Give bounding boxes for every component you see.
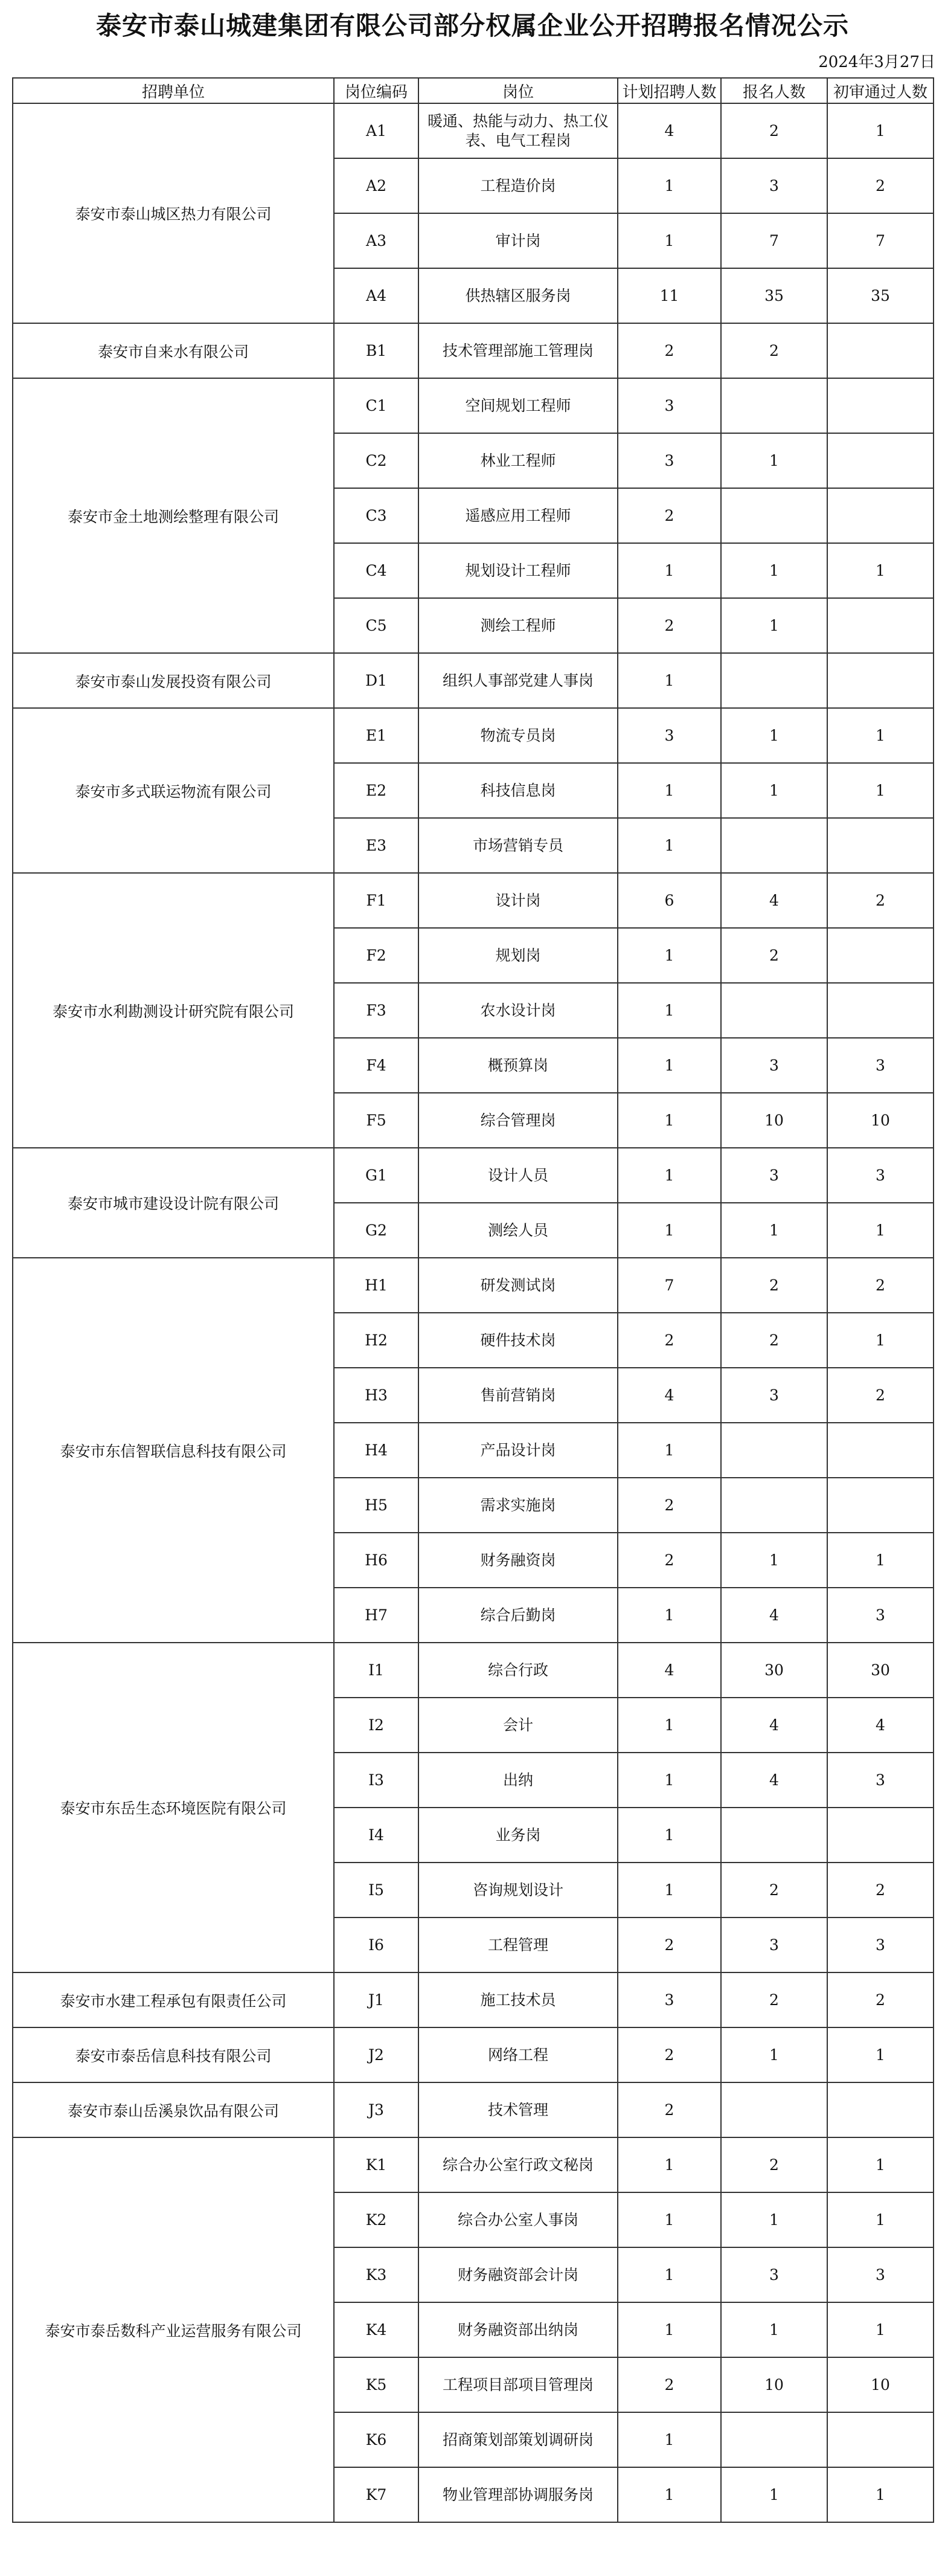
applied-cell: 2 xyxy=(721,2137,827,2192)
post-cell: 咨询规划设计 xyxy=(418,1863,618,1918)
code-cell: E2 xyxy=(334,763,418,818)
code-cell: A2 xyxy=(334,158,418,213)
passed-cell: 10 xyxy=(827,2357,934,2412)
plan-cell: 7 xyxy=(618,1258,721,1313)
post-cell: 硬件技术岗 xyxy=(418,1313,618,1368)
applied-cell: 4 xyxy=(721,1588,827,1643)
code-cell: C4 xyxy=(334,543,418,598)
code-cell: I5 xyxy=(334,1863,418,1918)
applied-cell: 3 xyxy=(721,158,827,213)
plan-cell: 1 xyxy=(618,1093,721,1148)
post-cell: 研发测试岗 xyxy=(418,1258,618,1313)
applied-cell: 1 xyxy=(721,1203,827,1258)
passed-cell: 1 xyxy=(827,763,934,818)
code-cell: K6 xyxy=(334,2412,418,2467)
plan-cell: 1 xyxy=(618,2192,721,2247)
table-row xyxy=(13,103,934,158)
header-unit: 招聘单位 xyxy=(13,78,334,103)
post-cell: 产品设计岗 xyxy=(418,1423,618,1478)
header-plan: 计划招聘人数 xyxy=(618,78,721,103)
plan-cell: 2 xyxy=(618,2082,721,2137)
passed-cell: 2 xyxy=(827,1972,934,2027)
passed-cell: 3 xyxy=(827,1588,934,1643)
applied-cell xyxy=(721,653,827,708)
code-cell: K7 xyxy=(334,2467,418,2522)
code-cell: G2 xyxy=(334,1203,418,1258)
unit-cell: 泰安市泰岳信息科技有限公司 xyxy=(13,2027,334,2082)
plan-cell: 1 xyxy=(618,1753,721,1808)
passed-cell: 1 xyxy=(827,543,934,598)
applied-cell: 3 xyxy=(721,1038,827,1093)
unit-cell: 泰安市水建工程承包有限责任公司 xyxy=(13,1972,334,2027)
plan-cell: 1 xyxy=(618,2247,721,2302)
code-cell: H2 xyxy=(334,1313,418,1368)
applied-cell: 35 xyxy=(721,268,827,323)
applied-cell: 3 xyxy=(721,1368,827,1423)
plan-cell: 11 xyxy=(618,268,721,323)
plan-cell: 2 xyxy=(618,598,721,653)
applied-cell: 1 xyxy=(721,2192,827,2247)
post-cell: 综合办公室人事岗 xyxy=(418,2192,618,2247)
unit-cell: 泰安市泰山发展投资有限公司 xyxy=(13,653,334,708)
unit-cell: 泰安市泰山岳溪泉饮品有限公司 xyxy=(13,2082,334,2137)
code-cell: G1 xyxy=(334,1148,418,1203)
table-row xyxy=(13,708,934,763)
plan-cell: 1 xyxy=(618,763,721,818)
plan-cell: 1 xyxy=(618,1698,721,1753)
plan-cell: 1 xyxy=(618,818,721,873)
table-row xyxy=(13,1972,934,2027)
plan-cell: 6 xyxy=(618,873,721,928)
passed-cell: 3 xyxy=(827,1148,934,1203)
passed-cell: 1 xyxy=(827,1203,934,1258)
code-cell: K3 xyxy=(334,2247,418,2302)
passed-cell: 1 xyxy=(827,103,934,158)
post-cell: 工程管理 xyxy=(418,1918,618,1972)
header-post: 岗位 xyxy=(418,78,618,103)
code-cell: H3 xyxy=(334,1368,418,1423)
plan-cell: 1 xyxy=(618,2137,721,2192)
passed-cell xyxy=(827,1478,934,1533)
plan-cell: 2 xyxy=(618,2027,721,2082)
passed-cell xyxy=(827,818,934,873)
code-cell: E1 xyxy=(334,708,418,763)
applied-cell: 2 xyxy=(721,323,827,378)
post-cell: 综合办公室行政文秘岗 xyxy=(418,2137,618,2192)
post-cell: 技术管理 xyxy=(418,2082,618,2137)
code-cell: I3 xyxy=(334,1753,418,1808)
passed-cell: 1 xyxy=(827,1533,934,1588)
code-cell: F4 xyxy=(334,1038,418,1093)
applied-cell: 10 xyxy=(721,2357,827,2412)
table-row xyxy=(13,2027,934,2082)
applied-cell: 2 xyxy=(721,928,827,983)
plan-cell: 1 xyxy=(618,1203,721,1258)
table-row xyxy=(13,1148,934,1203)
post-cell: 规划设计工程师 xyxy=(418,543,618,598)
plan-cell: 2 xyxy=(618,2357,721,2412)
post-cell: 供热辖区服务岗 xyxy=(418,268,618,323)
applied-cell: 1 xyxy=(721,543,827,598)
table-row xyxy=(13,1258,934,1313)
publish-date: 2024年3月27日 xyxy=(818,53,935,71)
table-row xyxy=(13,873,934,928)
post-cell: 物业管理部协调服务岗 xyxy=(418,2467,618,2522)
passed-cell xyxy=(827,598,934,653)
plan-cell: 3 xyxy=(618,708,721,763)
code-cell: F3 xyxy=(334,983,418,1038)
unit-cell: 泰安市多式联运物流有限公司 xyxy=(13,708,334,873)
code-cell: K1 xyxy=(334,2137,418,2192)
plan-cell: 1 xyxy=(618,983,721,1038)
passed-cell: 1 xyxy=(827,2467,934,2522)
plan-cell: 3 xyxy=(618,1972,721,2027)
passed-cell xyxy=(827,378,934,433)
passed-cell: 2 xyxy=(827,1368,934,1423)
applied-cell: 1 xyxy=(721,2467,827,2522)
passed-cell: 10 xyxy=(827,1093,934,1148)
applied-cell: 2 xyxy=(721,1313,827,1368)
plan-cell: 1 xyxy=(618,1038,721,1093)
applied-cell xyxy=(721,378,827,433)
post-cell: 规划岗 xyxy=(418,928,618,983)
plan-cell: 1 xyxy=(618,1148,721,1203)
code-cell: H1 xyxy=(334,1258,418,1313)
code-cell: C5 xyxy=(334,598,418,653)
passed-cell: 30 xyxy=(827,1643,934,1698)
post-cell: 业务岗 xyxy=(418,1808,618,1863)
code-cell: C1 xyxy=(334,378,418,433)
code-cell: C3 xyxy=(334,488,418,543)
post-cell: 市场营销专员 xyxy=(418,818,618,873)
applied-cell: 2 xyxy=(721,1972,827,2027)
applied-cell: 4 xyxy=(721,1753,827,1808)
post-cell: 综合后勤岗 xyxy=(418,1588,618,1643)
table-row xyxy=(13,653,934,708)
passed-cell: 1 xyxy=(827,1313,934,1368)
code-cell: I4 xyxy=(334,1808,418,1863)
plan-cell: 1 xyxy=(618,2412,721,2467)
passed-cell: 3 xyxy=(827,2247,934,2302)
plan-cell: 1 xyxy=(618,1423,721,1478)
post-cell: 综合管理岗 xyxy=(418,1093,618,1148)
code-cell: J1 xyxy=(334,1972,418,2027)
passed-cell: 4 xyxy=(827,1698,934,1753)
plan-cell: 3 xyxy=(618,433,721,488)
passed-cell xyxy=(827,323,934,378)
applied-cell: 30 xyxy=(721,1643,827,1698)
applied-cell: 1 xyxy=(721,1533,827,1588)
passed-cell xyxy=(827,928,934,983)
plan-cell: 1 xyxy=(618,1588,721,1643)
passed-cell xyxy=(827,433,934,488)
post-cell: 会计 xyxy=(418,1698,618,1753)
applied-cell xyxy=(721,1423,827,1478)
post-cell: 售前营销岗 xyxy=(418,1368,618,1423)
post-cell: 空间规划工程师 xyxy=(418,378,618,433)
applied-cell: 1 xyxy=(721,2302,827,2357)
code-cell: I6 xyxy=(334,1918,418,1972)
unit-cell: 泰安市城市建设设计院有限公司 xyxy=(13,1148,334,1258)
code-cell: A1 xyxy=(334,103,418,158)
passed-cell: 2 xyxy=(827,1863,934,1918)
applied-cell xyxy=(721,2412,827,2467)
passed-cell: 1 xyxy=(827,708,934,763)
code-cell: E3 xyxy=(334,818,418,873)
code-cell: F5 xyxy=(334,1093,418,1148)
header-passed: 初审通过人数 xyxy=(827,78,934,103)
applied-cell: 1 xyxy=(721,598,827,653)
post-cell: 审计岗 xyxy=(418,213,618,268)
applied-cell: 4 xyxy=(721,873,827,928)
post-cell: 遥感应用工程师 xyxy=(418,488,618,543)
code-cell: F1 xyxy=(334,873,418,928)
applied-cell: 10 xyxy=(721,1093,827,1148)
passed-cell: 7 xyxy=(827,213,934,268)
plan-cell: 2 xyxy=(618,323,721,378)
plan-cell: 4 xyxy=(618,103,721,158)
passed-cell: 35 xyxy=(827,268,934,323)
applied-cell: 7 xyxy=(721,213,827,268)
applied-cell xyxy=(721,2082,827,2137)
post-cell: 需求实施岗 xyxy=(418,1478,618,1533)
plan-cell: 4 xyxy=(618,1643,721,1698)
table-body xyxy=(13,103,934,2522)
post-cell: 出纳 xyxy=(418,1753,618,1808)
code-cell: H5 xyxy=(334,1478,418,1533)
code-cell: J2 xyxy=(334,2027,418,2082)
table-row xyxy=(13,2137,934,2192)
post-cell: 财务融资岗 xyxy=(418,1533,618,1588)
applied-cell: 3 xyxy=(721,1918,827,1972)
passed-cell: 1 xyxy=(827,2192,934,2247)
applied-cell: 2 xyxy=(721,1258,827,1313)
plan-cell: 1 xyxy=(618,1808,721,1863)
header-code: 岗位编码 xyxy=(334,78,418,103)
applied-cell: 3 xyxy=(721,1148,827,1203)
document-title: 泰安市泰山城建集团有限公司部分权属企业公开招聘报名情况公示 xyxy=(95,11,849,40)
post-cell: 技术管理部施工管理岗 xyxy=(418,323,618,378)
header-applied: 报名人数 xyxy=(721,78,827,103)
code-cell: H7 xyxy=(334,1588,418,1643)
post-cell: 网络工程 xyxy=(418,2027,618,2082)
code-cell: F2 xyxy=(334,928,418,983)
unit-cell: 泰安市自来水有限公司 xyxy=(13,323,334,378)
plan-cell: 1 xyxy=(618,543,721,598)
plan-cell: 1 xyxy=(618,213,721,268)
post-cell: 施工技术员 xyxy=(418,1972,618,2027)
passed-cell: 1 xyxy=(827,2027,934,2082)
plan-cell: 2 xyxy=(618,488,721,543)
table-row xyxy=(13,378,934,433)
applied-cell xyxy=(721,1478,827,1533)
code-cell: K4 xyxy=(334,2302,418,2357)
applied-cell: 3 xyxy=(721,2247,827,2302)
code-cell: I1 xyxy=(334,1643,418,1698)
passed-cell xyxy=(827,2412,934,2467)
applied-cell xyxy=(721,983,827,1038)
post-cell: 科技信息岗 xyxy=(418,763,618,818)
plan-cell: 3 xyxy=(618,378,721,433)
post-cell: 设计人员 xyxy=(418,1148,618,1203)
applied-cell xyxy=(721,1808,827,1863)
plan-cell: 2 xyxy=(618,1918,721,1972)
plan-cell: 1 xyxy=(618,1863,721,1918)
post-cell: 工程项目部项目管理岗 xyxy=(418,2357,618,2412)
code-cell: B1 xyxy=(334,323,418,378)
code-cell: H4 xyxy=(334,1423,418,1478)
unit-cell: 泰安市东岳生态环境医院有限公司 xyxy=(13,1643,334,1972)
code-cell: I2 xyxy=(334,1698,418,1753)
plan-cell: 1 xyxy=(618,2302,721,2357)
applied-cell: 1 xyxy=(721,763,827,818)
code-cell: H6 xyxy=(334,1533,418,1588)
code-cell: K2 xyxy=(334,2192,418,2247)
passed-cell: 2 xyxy=(827,158,934,213)
applied-cell: 2 xyxy=(721,1863,827,1918)
code-cell: K5 xyxy=(334,2357,418,2412)
applied-cell: 4 xyxy=(721,1698,827,1753)
passed-cell xyxy=(827,2082,934,2137)
post-cell: 测绘工程师 xyxy=(418,598,618,653)
code-cell: J3 xyxy=(334,2082,418,2137)
table-header-row xyxy=(13,78,934,103)
passed-cell xyxy=(827,1808,934,1863)
plan-cell: 1 xyxy=(618,928,721,983)
code-cell: D1 xyxy=(334,653,418,708)
post-cell: 物流专员岗 xyxy=(418,708,618,763)
code-cell: C2 xyxy=(334,433,418,488)
applied-cell: 1 xyxy=(721,433,827,488)
unit-cell: 泰安市东信智联信息科技有限公司 xyxy=(13,1258,334,1643)
post-cell: 农水设计岗 xyxy=(418,983,618,1038)
passed-cell: 1 xyxy=(827,2302,934,2357)
passed-cell xyxy=(827,488,934,543)
post-cell: 财务融资部出纳岗 xyxy=(418,2302,618,2357)
passed-cell xyxy=(827,653,934,708)
plan-cell: 2 xyxy=(618,1313,721,1368)
post-cell: 综合行政 xyxy=(418,1643,618,1698)
plan-cell: 2 xyxy=(618,1478,721,1533)
passed-cell: 3 xyxy=(827,1918,934,1972)
applied-cell: 1 xyxy=(721,708,827,763)
passed-cell xyxy=(827,983,934,1038)
plan-cell: 1 xyxy=(618,653,721,708)
recruitment-table xyxy=(12,77,934,2523)
post-cell: 财务融资部会计岗 xyxy=(418,2247,618,2302)
passed-cell xyxy=(827,1423,934,1478)
post-cell: 概预算岗 xyxy=(418,1038,618,1093)
applied-cell xyxy=(721,488,827,543)
unit-cell: 泰安市泰山城区热力有限公司 xyxy=(13,103,334,323)
unit-cell: 泰安市泰岳数科产业运营服务有限公司 xyxy=(13,2137,334,2522)
passed-cell: 2 xyxy=(827,1258,934,1313)
post-cell: 林业工程师 xyxy=(418,433,618,488)
post-cell: 测绘人员 xyxy=(418,1203,618,1258)
table-row xyxy=(13,1643,934,1698)
passed-cell: 3 xyxy=(827,1753,934,1808)
plan-cell: 1 xyxy=(618,158,721,213)
post-cell: 工程造价岗 xyxy=(418,158,618,213)
code-cell: A4 xyxy=(334,268,418,323)
applied-cell: 1 xyxy=(721,2027,827,2082)
post-cell: 设计岗 xyxy=(418,873,618,928)
plan-cell: 2 xyxy=(618,1533,721,1588)
post-cell: 暖通、热能与动力、热工仪表、电气工程岗 xyxy=(418,103,618,158)
code-cell: A3 xyxy=(334,213,418,268)
unit-cell: 泰安市水利勘测设计研究院有限公司 xyxy=(13,873,334,1148)
table-row xyxy=(13,2082,934,2137)
passed-cell: 2 xyxy=(827,873,934,928)
plan-cell: 1 xyxy=(618,2467,721,2522)
post-cell: 招商策划部策划调研岗 xyxy=(418,2412,618,2467)
table-row xyxy=(13,323,934,378)
passed-cell: 3 xyxy=(827,1038,934,1093)
applied-cell: 2 xyxy=(721,103,827,158)
plan-cell: 4 xyxy=(618,1368,721,1423)
unit-cell: 泰安市金土地测绘整理有限公司 xyxy=(13,378,334,653)
post-cell: 组织人事部党建人事岗 xyxy=(418,653,618,708)
applied-cell xyxy=(721,818,827,873)
passed-cell: 1 xyxy=(827,2137,934,2192)
